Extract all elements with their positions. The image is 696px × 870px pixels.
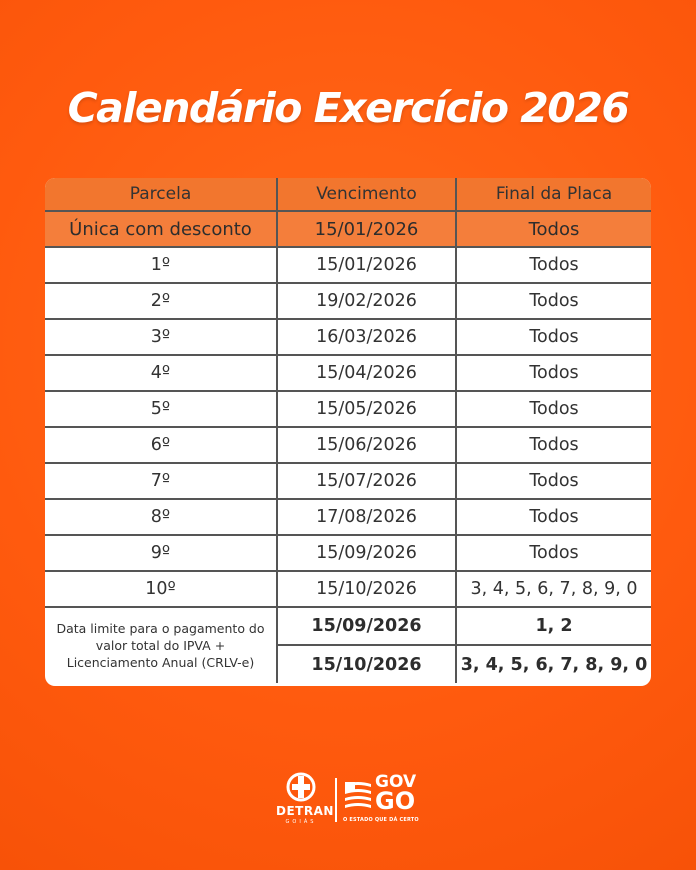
cell-final: Todos bbox=[456, 355, 651, 391]
cell-final: Todos bbox=[456, 319, 651, 355]
cell-vencimento: 17/08/2026 bbox=[277, 499, 456, 535]
detran-sub: GOIÁS bbox=[285, 819, 317, 825]
table-row bbox=[45, 463, 651, 499]
cell-parcela: 8º bbox=[45, 499, 277, 535]
cell-parcela: 4º bbox=[45, 355, 277, 391]
table-row bbox=[45, 391, 651, 427]
cell-vencimento: 15/01/2026 bbox=[277, 247, 456, 283]
header-final-placa: Final da Placa bbox=[456, 178, 651, 211]
table-row bbox=[45, 535, 651, 571]
govgo-slogan: O ESTADO QUE DÁ CERTO bbox=[343, 817, 419, 823]
table-row bbox=[45, 499, 651, 535]
cell-final: 3, 4, 5, 6, 7, 8, 9, 0 bbox=[460, 654, 648, 675]
govgo-line2: GO bbox=[375, 787, 416, 815]
cell-parcela: 10º bbox=[45, 571, 277, 607]
cell-vencimento: 15/09/2026 bbox=[277, 607, 456, 645]
cell-vencimento: 15/10/2026 bbox=[277, 645, 456, 683]
detran-emblem-icon bbox=[286, 772, 316, 802]
cell-parcela: 2º bbox=[45, 283, 277, 319]
cell-parcela: 7º bbox=[45, 463, 277, 499]
header-vencimento: Vencimento bbox=[277, 178, 456, 211]
cell-final: Todos bbox=[456, 283, 651, 319]
logo-divider bbox=[335, 778, 337, 822]
page-title: Calendário Exercício 2026 bbox=[67, 84, 629, 132]
cell-vencimento: 19/02/2026 bbox=[277, 283, 456, 319]
cell-vencimento: 15/10/2026 bbox=[277, 571, 456, 607]
header-parcela: Parcela bbox=[45, 178, 277, 211]
cell-final: 3, 4, 5, 6, 7, 8, 9, 0 bbox=[456, 571, 651, 607]
cell-parcela: 9º bbox=[45, 535, 277, 571]
goias-flag-icon bbox=[343, 780, 373, 812]
footer-logos bbox=[0, 772, 696, 832]
table-row bbox=[45, 283, 651, 319]
table-row bbox=[45, 427, 651, 463]
cell-final: 1, 2 bbox=[456, 607, 651, 645]
cell-vencimento: 15/09/2026 bbox=[277, 535, 456, 571]
table-row-unica bbox=[45, 211, 651, 247]
cell-final: Todos bbox=[456, 427, 651, 463]
cell-final: Todos bbox=[456, 535, 651, 571]
calendar-table bbox=[45, 178, 651, 686]
table-row bbox=[45, 355, 651, 391]
table-row-deadline bbox=[45, 607, 651, 645]
detran-name: DETRAN bbox=[276, 804, 334, 818]
cell-final: Todos bbox=[456, 463, 651, 499]
cell-vencimento: 15/07/2026 bbox=[277, 463, 456, 499]
detran-logo bbox=[276, 772, 334, 830]
cell-parcela: 6º bbox=[45, 427, 277, 463]
deadline-note: Data limite para o pagamento do valor total do IPVA + Licenciamento Anual (CRLV-e) bbox=[45, 607, 277, 683]
cell-parcela: 5º bbox=[45, 391, 277, 427]
cell-vencimento: 15/01/2026 bbox=[277, 211, 456, 247]
cell-vencimento: 15/04/2026 bbox=[277, 355, 456, 391]
govgo-line1: GOV bbox=[375, 772, 417, 792]
cell-vencimento: 15/05/2026 bbox=[277, 391, 456, 427]
cell-final: Todos bbox=[456, 499, 651, 535]
table-header-row bbox=[45, 178, 651, 211]
cell-vencimento: 16/03/2026 bbox=[277, 319, 456, 355]
cell-final: Todos bbox=[456, 247, 651, 283]
cell-parcela: Única com desconto bbox=[45, 211, 277, 247]
cell-final: Todos bbox=[456, 211, 651, 247]
cell-vencimento: 15/06/2026 bbox=[277, 427, 456, 463]
table-row bbox=[45, 319, 651, 355]
cell-parcela: 1º bbox=[45, 247, 277, 283]
table-row bbox=[45, 571, 651, 607]
govgo-logo bbox=[343, 774, 425, 830]
cell-final: Todos bbox=[456, 391, 651, 427]
table-row bbox=[45, 247, 651, 283]
cell-parcela: 3º bbox=[45, 319, 277, 355]
